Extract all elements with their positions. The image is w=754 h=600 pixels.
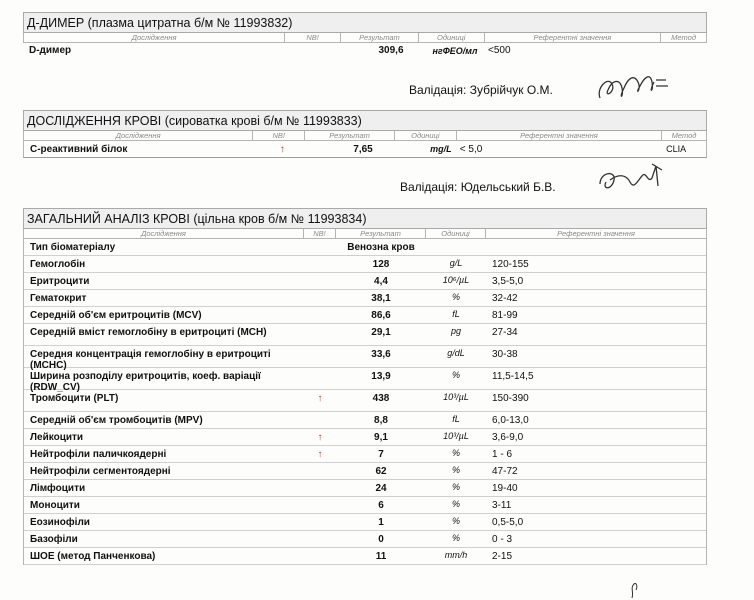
test-name: Лейкоцити: [30, 432, 84, 443]
unit: fL: [452, 309, 460, 319]
table-row: [23, 141, 707, 158]
test-name: Ширина розподілу еритроцитів, коеф. варіації (RDW_CV): [30, 371, 261, 393]
nb-flag: [304, 463, 336, 479]
header-nb: NB!: [253, 131, 305, 140]
signature-yudelskyi: [596, 160, 666, 198]
unit: 10³/µL: [443, 431, 469, 441]
header-unit: Одиниці: [419, 33, 485, 42]
table-row: [24, 531, 706, 548]
test-name: Тип біоматеріалу: [30, 242, 116, 253]
nb-flag: ↑: [317, 393, 323, 404]
signature-zubriychuk: [594, 68, 674, 108]
section-title: Д-ДИМЕР (плазма цитратна б/м № 11993832): [23, 12, 707, 33]
header-test: Дослідження: [24, 229, 304, 238]
unit: %: [451, 448, 460, 458]
table-row: [24, 497, 706, 514]
test-name: Середня концентрація гемоглобіну в еритроциті (MCHC): [30, 349, 271, 371]
table-row: [24, 446, 706, 463]
unit: fL: [452, 414, 460, 424]
table-row: [24, 290, 706, 307]
section-blood-serum: [23, 110, 707, 158]
unit: g/L: [449, 258, 463, 268]
reference-range: 11,5-14,5: [492, 371, 534, 382]
header-nb: NB!: [304, 229, 336, 238]
unit: mm/h: [444, 550, 468, 560]
test-name: Нейтрофіли паличкоядерні: [30, 449, 167, 460]
result-value: 11: [375, 551, 387, 562]
table-row: [24, 429, 706, 446]
test-name: Еозинофіли: [30, 517, 90, 528]
test-name: Тромбоцити (PLT): [30, 393, 119, 404]
result-value: 309,6: [378, 45, 404, 56]
table-row: [24, 368, 706, 393]
table-header: [23, 131, 707, 141]
table-row: [24, 307, 706, 324]
result-value: Венозна кров: [347, 242, 415, 253]
reference-range: < 5,0: [459, 144, 483, 155]
table-row: [24, 514, 706, 531]
unit: pg: [450, 326, 461, 336]
test-name: Еритроцити: [30, 276, 90, 287]
header-unit: Одиниці: [395, 131, 457, 140]
unit: mg/L: [430, 144, 452, 154]
result-value: 8,8: [374, 415, 388, 426]
reference-range: 120-155: [492, 259, 529, 270]
nb-flag: [304, 531, 336, 547]
result-value: 128: [372, 259, 390, 270]
signature-mark: [624, 578, 644, 600]
table-row: [24, 548, 706, 565]
reference-range: 150-390: [492, 393, 529, 404]
reference-range: 19-40: [492, 483, 518, 494]
table-row: [24, 324, 706, 346]
reference-range: 2-15: [492, 551, 513, 562]
reference-range: 0,5-5,0: [492, 517, 524, 528]
unit: %: [451, 370, 460, 380]
section-title: ДОСЛІДЖЕННЯ КРОВІ (сироватка крові б/м № 11993833): [23, 110, 707, 131]
header-method: Метод: [671, 131, 697, 140]
result-value: 29,1: [371, 327, 391, 338]
result-value: 86,6: [371, 310, 391, 321]
reference-range: 3-11: [492, 500, 512, 511]
nb-flag: [304, 548, 336, 564]
nb-flag: ↑: [317, 432, 323, 443]
result-value: 438: [372, 393, 390, 404]
result-value: 33,6: [371, 349, 391, 360]
header-result: Результат: [336, 229, 426, 238]
section-d-dimer: [23, 12, 707, 59]
test-name: D-димер: [29, 45, 72, 56]
nb-flag: ↑: [279, 144, 285, 155]
table-row: [24, 273, 706, 290]
unit: %: [451, 499, 460, 509]
reference-range: 81-99: [492, 310, 518, 321]
unit: нгФЕО/мл: [432, 46, 478, 56]
table-header: [23, 229, 707, 239]
reference-range: <500: [488, 45, 511, 56]
nb-flag: ↑: [317, 449, 323, 460]
nb-flag: [304, 497, 336, 513]
result-value: 0: [378, 534, 384, 545]
test-name: Лімфоцити: [30, 483, 86, 494]
unit: %: [451, 482, 460, 492]
nb-flag: [304, 273, 336, 289]
table-row: [24, 412, 706, 429]
test-name: Базофіли: [30, 534, 78, 545]
header-reference: Референтні значення: [485, 33, 661, 42]
result-value: 7,65: [353, 144, 373, 155]
result-value: 24: [375, 483, 387, 494]
nb-flag: [304, 368, 336, 389]
reference-range: 47-72: [492, 466, 518, 477]
reference-range: 27-34: [492, 327, 518, 338]
result-value: 38,1: [371, 293, 391, 304]
test-name: Гематокрит: [30, 293, 87, 304]
result-value: 7: [378, 449, 384, 460]
test-name: Моноцити: [30, 500, 80, 511]
table-row: [24, 480, 706, 497]
table-row: [24, 463, 706, 480]
reference-range: [486, 239, 706, 255]
reference-range: 32-42: [492, 293, 518, 304]
reference-range: 3,6-9,0: [492, 432, 524, 443]
unit: [426, 239, 486, 255]
unit: g/dL: [447, 348, 465, 358]
reference-range: 30-38: [492, 349, 518, 360]
nb-flag: [304, 412, 336, 428]
table-row: [24, 256, 706, 273]
header-result: Результат: [341, 33, 419, 42]
header-result: Результат: [305, 131, 395, 140]
header-test: Дослідження: [24, 131, 253, 140]
nb-flag: [304, 346, 336, 367]
reference-range: 0 - 3: [492, 534, 513, 545]
header-nb: NB!: [285, 33, 341, 42]
unit: %: [451, 533, 460, 543]
table-header: [23, 33, 707, 43]
result-value: 6: [378, 500, 384, 511]
nb-flag: [304, 290, 336, 306]
test-name: Середній вміст гемоглобіну в еритроциті (MCH): [30, 327, 267, 338]
results-table: [23, 239, 707, 565]
table-row: [24, 239, 706, 256]
nb-flag: [304, 514, 336, 530]
unit: %: [451, 292, 460, 302]
header-test: Дослідження: [24, 33, 285, 42]
header-unit: Одиниці: [426, 229, 486, 238]
reference-range: 6,0-13,0: [492, 415, 529, 426]
unit: %: [451, 516, 460, 526]
validation-text: Валідація: Зубрійчук О.М.: [409, 83, 553, 97]
table-row: [24, 390, 706, 412]
header-method: Метод: [671, 33, 696, 42]
unit: 10⁶/µL: [442, 275, 470, 285]
nb-flag: [304, 324, 336, 345]
result-value: 9,1: [374, 432, 388, 443]
table-row: [24, 346, 706, 371]
nb-flag: [304, 307, 336, 323]
unit: %: [451, 465, 460, 475]
test-name: Середній об'єм тромбоцитів (MPV): [30, 415, 203, 426]
result-value: 62: [375, 466, 387, 477]
test-name: Середній об'єм еритроцитів (MCV): [30, 310, 202, 321]
nb-flag: [285, 43, 341, 59]
test-name: С-реактивний білок: [30, 144, 128, 155]
method: CLIA: [666, 144, 687, 154]
table-row: [23, 43, 707, 59]
result-value: 13,9: [371, 371, 391, 382]
nb-flag: [304, 256, 336, 272]
nb-flag: [304, 239, 336, 255]
header-reference: Референтні значення: [557, 229, 635, 238]
test-name: Гемоглобін: [30, 259, 86, 270]
validation-text: Валідація: Юдельський Б.В.: [400, 180, 556, 194]
reference-range: 1 - 6: [492, 449, 513, 460]
section-complete-blood-count: [23, 208, 707, 565]
test-name: Нейтрофіли сегментоядерні: [30, 466, 171, 477]
unit: 10³/µL: [443, 392, 469, 402]
header-reference: Референтні значення: [457, 131, 662, 140]
test-name: ШОЕ (метод Панченкова): [30, 551, 156, 562]
nb-flag: [304, 480, 336, 496]
method: [662, 43, 707, 59]
result-value: 4,4: [374, 276, 388, 287]
result-value: 1: [378, 517, 384, 528]
section-title: ЗАГАЛЬНИЙ АНАЛІЗ КРОВІ (цільна кров б/м № 11993834): [23, 208, 707, 229]
reference-range: 3,5-5,0: [492, 276, 524, 287]
